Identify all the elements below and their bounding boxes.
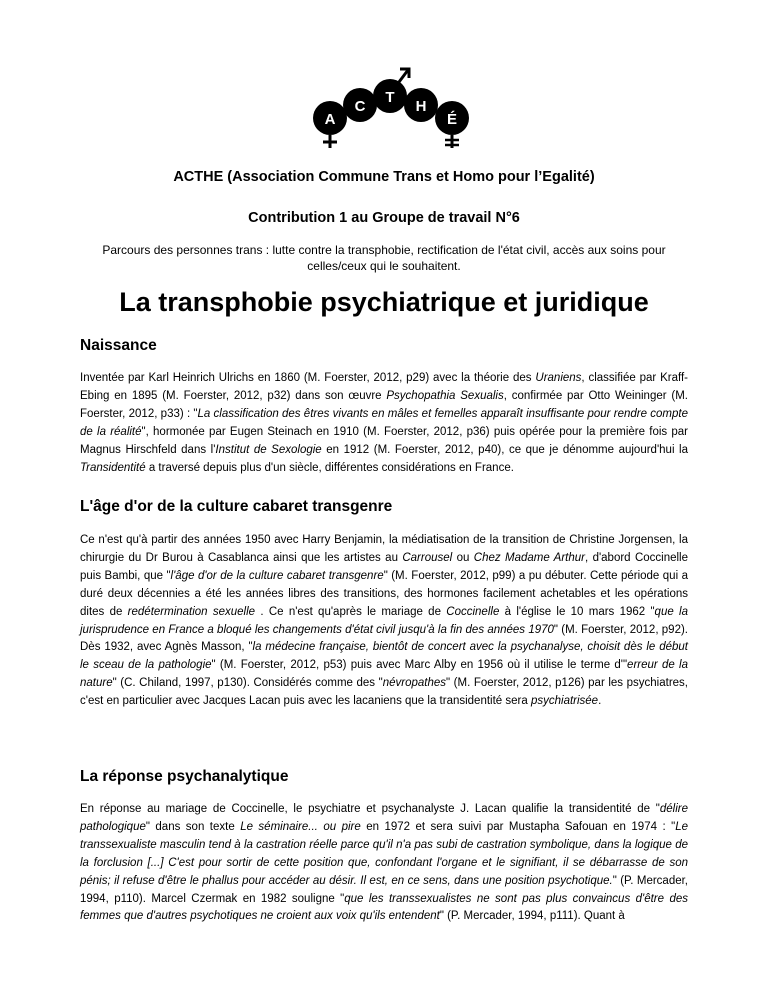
svg-text:A: A bbox=[324, 111, 336, 128]
text-run: " (M. Foerster, 2012, p126) par les psychiatres, c'est en particulier avec Jacques Lacan puis avec les lacaniens que la transidentité sera bbox=[80, 677, 688, 708]
text-run: . bbox=[598, 695, 602, 708]
text-run: " (C. Chiland, 1997, p130). Considérés comme des " bbox=[112, 677, 383, 690]
text-run: en 1972 et sera suivi par Mustapha Safouan en 1974 : " bbox=[360, 820, 676, 833]
text-run: " (M. Foerster, 2012, p92). Dès 1932, avec Agnès Masson, " bbox=[80, 623, 688, 654]
logo-letter-a bbox=[313, 101, 347, 148]
italic-text-run: délire pathologique bbox=[80, 803, 688, 833]
italic-text-run: Psychopathia Sexualis bbox=[386, 389, 504, 402]
italic-text-run: erreur de la nature bbox=[80, 659, 688, 690]
acthe-logo bbox=[305, 60, 475, 148]
text-run: Inventée par Karl Heinrich Ulrichs en 1860 (M. Foerster, 2012, p29) avec la théorie des bbox=[80, 372, 536, 384]
text-run: ou bbox=[452, 551, 474, 564]
text-run: , d'abord Coccinelle puis Bambi, que " bbox=[80, 551, 688, 582]
logo-letter-c bbox=[343, 88, 377, 122]
italic-text-run: Chez Madame Arthur bbox=[473, 551, 585, 564]
text-run: " (M. Foerster, 2012, p53) puis avec Marc Alby en 1956 où il utilise le terme d'" bbox=[211, 659, 628, 672]
svg-text:C: C bbox=[354, 98, 366, 115]
logo-letter-t bbox=[373, 69, 409, 113]
italic-text-run: Le transsexualiste masculin tend à la castration réelle parce qu'il n'a pas subi de castration symbolique, dans la logique de la forclusion [...] C'est pour sortir de cette position que, confondant l'organe et le signifiant, il se débarrasse de son pénis; il refuse d'être le phallus pour accéder au désir. Il est, en ce sens, dans une position psychotique. bbox=[80, 820, 688, 887]
italic-text-run: Institut de Sexologie bbox=[215, 443, 322, 456]
text-run: Ce n'est qu'à partir des années 1950 avec Harry Benjamin, la médiatisation de la transition de Christine Jorgensen, la chirurgie du Dr Burou à Casablanca ainsi que les artistes au bbox=[80, 534, 688, 564]
text-run: , classifiée par Kraff-Ebing en 1895 (M. Foerster, 2012, p32) dans son œuvre bbox=[80, 372, 688, 402]
italic-text-run: Le séminaire... ou pire bbox=[240, 820, 361, 833]
text-run: " (M. Foerster, 2012, p99) a pu débuter. Cette période qui a duré deux décennies a été les années libres des transitions, des hormones facilement achetables et les opérations dites de bbox=[80, 569, 688, 618]
organization-title: ACTHE (Association Commune Trans et Homo pour l’Egalité) bbox=[173, 169, 595, 185]
section-paragraph-age-d-or bbox=[80, 532, 688, 711]
italic-text-run: Transidentité bbox=[80, 461, 146, 474]
italic-text-run: La classification des êtres vivants en mâles et femelles apparaît insuffisante pour rendre compte de la réalité bbox=[80, 407, 688, 438]
italic-text-run: que la jurisprudence en France a bloqué les changements d'état civil jusqu'à la fin des années 1970 bbox=[80, 605, 688, 636]
section-paragraph-naissance bbox=[80, 370, 688, 477]
italic-text-run: Uraniens bbox=[535, 372, 582, 384]
svg-text:T: T bbox=[385, 89, 395, 106]
logo-letter-h bbox=[404, 88, 438, 122]
text-run: " (P. Mercader, 1994, p110). Marcel Czermak en 1982 souligne " bbox=[80, 874, 689, 905]
italic-text-run: la médecine française, bientôt de concert avec la psychanalyse, choisit dès le début le sceau de la pathologie bbox=[80, 641, 688, 672]
text-run: " (P. Mercader, 1994, p111). Quant à bbox=[439, 910, 625, 923]
text-run: a traversé depuis plus d'un siècle, différentes considérations en France. bbox=[145, 461, 514, 474]
document-subtitle: Parcours des personnes trans : lutte contre la transphobie, rectification de l'état civil, accès aux soins pour celles/ceux qui le souhaitent. bbox=[102, 243, 666, 273]
italic-text-run: Coccinelle bbox=[446, 605, 500, 618]
text-run: , confirmée par Otto Weininger (M. Foerster, 2012, p33) : " bbox=[80, 389, 688, 420]
text-run: En réponse au mariage de Coccinelle, le psychiatre et psychanalyste J. Lacan qualifie la transidentité de " bbox=[80, 803, 660, 815]
section-heading-naissance: Naissance bbox=[80, 337, 157, 354]
italic-text-run: l'âge d'or de la culture cabaret transgenre bbox=[170, 569, 384, 582]
italic-text-run: psychiatrisée bbox=[530, 695, 599, 708]
svg-text:H: H bbox=[415, 98, 427, 115]
section-heading-psychanalyse: La réponse psychanalytique bbox=[80, 768, 289, 785]
text-run: ", hormonée par Eugen Steinach en 1910 (M. Foerster, 2012, p36) puis opérée pour la première fois par Magnus Hirschfeld dans l' bbox=[80, 425, 688, 456]
logo-letter-e bbox=[435, 101, 469, 148]
text-run: . Ce n'est qu'après le mariage de bbox=[255, 605, 447, 618]
section-paragraph-psychanalyse bbox=[80, 801, 688, 926]
contribution-heading: Contribution 1 au Groupe de travail N°6 bbox=[248, 210, 520, 226]
text-run: à l'église le 10 mars 1962 " bbox=[499, 605, 655, 618]
italic-text-run: que les transsexualistes ne sont pas plus convaincus d'être des femmes que d'autres psychotiques ne croient aux voix qu'ils entendent bbox=[80, 892, 688, 923]
text-run: en 1912 (M. Foerster, 2012, p40), ce que je dénomme aujourd'hui la bbox=[321, 443, 689, 456]
italic-text-run: redétermination sexuelle bbox=[127, 605, 256, 618]
italic-text-run: Carrousel bbox=[402, 551, 453, 564]
main-title: La transphobie psychiatrique et juridique bbox=[119, 287, 649, 317]
svg-text:É: É bbox=[446, 111, 458, 128]
italic-text-run: névropathes bbox=[382, 677, 447, 690]
section-heading-age-d-or: L'âge d'or de la culture cabaret transgenre bbox=[80, 498, 393, 515]
text-run: " dans son texte bbox=[145, 820, 241, 833]
